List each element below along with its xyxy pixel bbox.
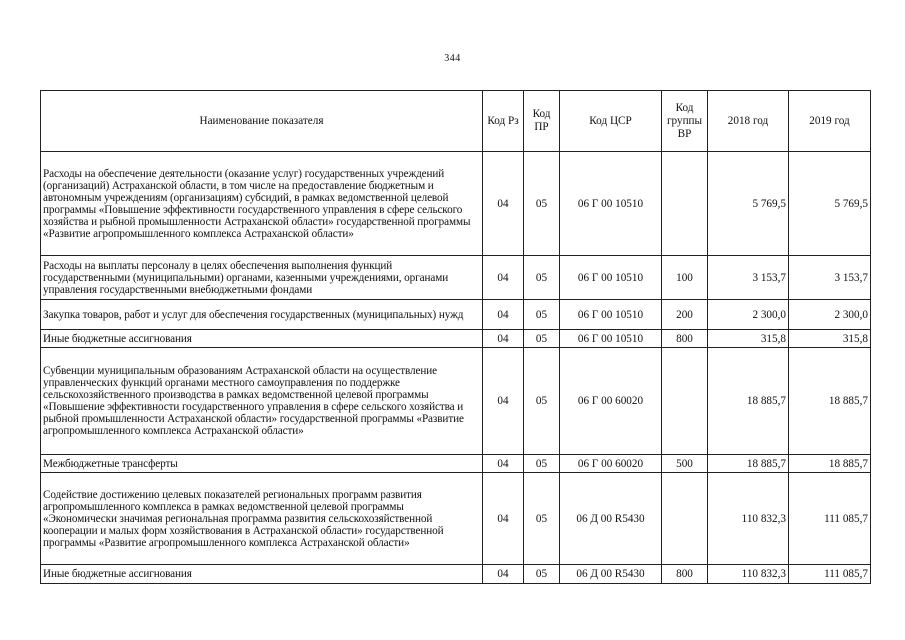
row-2019: 111 085,7 <box>789 473 871 565</box>
page-number: 344 <box>444 53 461 64</box>
row-pr: 05 <box>524 565 560 584</box>
row-2019: 18 885,7 <box>789 348 871 455</box>
row-vr: 800 <box>662 565 708 584</box>
row-rz: 04 <box>483 348 524 455</box>
row-csr: 06 Д 00 R5430 <box>560 565 662 584</box>
row-2018: 315,8 <box>708 330 789 348</box>
header-rz: Код Рз <box>483 91 524 152</box>
row-2018: 18 885,7 <box>708 455 789 473</box>
row-vr: 500 <box>662 455 708 473</box>
table-row <box>41 565 871 584</box>
header-name: Наименование показателя <box>41 91 483 152</box>
row-csr: 06 Г 00 10510 <box>560 152 662 256</box>
row-2018: 110 832,3 <box>708 473 789 565</box>
row-2018: 110 832,3 <box>708 565 789 584</box>
row-pr: 05 <box>524 473 560 565</box>
table-row <box>41 300 871 330</box>
row-2018: 3 153,7 <box>708 256 789 300</box>
row-vr: 200 <box>662 300 708 330</box>
row-name: Содействие достижению целевых показателей региональных программ развития агропромышленного комплекса в рамках ведомственной целевой программы «Экономически значимая региональная программа развития сельскохозяйственной кооперации и малых форм хозяйствования в Астраханской области» государственной программы «Развитие агропромышленного комплекса Астраханской области» <box>41 473 483 565</box>
row-2019: 18 885,7 <box>789 455 871 473</box>
row-2019: 315,8 <box>789 330 871 348</box>
row-2018: 2 300,0 <box>708 300 789 330</box>
row-name: Межбюджетные трансферты <box>41 455 483 473</box>
row-pr: 05 <box>524 455 560 473</box>
row-rz: 04 <box>483 330 524 348</box>
row-csr: 06 Г 00 60020 <box>560 348 662 455</box>
row-rz: 04 <box>483 565 524 584</box>
row-pr: 05 <box>524 348 560 455</box>
row-2019: 111 085,7 <box>789 565 871 584</box>
row-2018: 5 769,5 <box>708 152 789 256</box>
row-vr: 800 <box>662 330 708 348</box>
row-vr <box>662 473 708 565</box>
row-2019: 3 153,7 <box>789 256 871 300</box>
header-csr: Код ЦСР <box>560 91 662 152</box>
row-vr <box>662 348 708 455</box>
table-row <box>41 473 871 565</box>
row-vr <box>662 152 708 256</box>
table-row <box>41 256 871 300</box>
row-csr: 06 Г 00 10510 <box>560 330 662 348</box>
budget-table <box>40 90 871 584</box>
header-pr: Код ПР <box>524 91 560 152</box>
row-rz: 04 <box>483 455 524 473</box>
row-pr: 05 <box>524 330 560 348</box>
header-2019: 2019 год <box>789 91 871 152</box>
row-name: Иные бюджетные ассигнования <box>41 330 483 348</box>
row-name: Закупка товаров, работ и услуг для обеспечения государственных (муниципальных) нужд <box>41 300 483 330</box>
table-row <box>41 455 871 473</box>
row-csr: 06 Г 00 60020 <box>560 455 662 473</box>
row-name: Расходы на выплаты персоналу в целях обеспечения выполнения функций государственными (муниципальными) органами, казенными учреждениями, органами управления государственными внебюджетными фондами <box>41 256 483 300</box>
row-pr: 05 <box>524 256 560 300</box>
row-pr: 05 <box>524 300 560 330</box>
table-row <box>41 330 871 348</box>
row-vr: 100 <box>662 256 708 300</box>
table-row <box>41 152 871 256</box>
row-name: Иные бюджетные ассигнования <box>41 565 483 584</box>
table-header-row <box>41 91 871 152</box>
row-csr: 06 Г 00 10510 <box>560 300 662 330</box>
row-2019: 2 300,0 <box>789 300 871 330</box>
header-vr: Код группы ВР <box>662 91 708 152</box>
row-rz: 04 <box>483 300 524 330</box>
row-name: Расходы на обеспечение деятельности (оказание услуг) государственных учреждений (организаций) Астраханской области, в том числе на предоставление бюджетным и автономным учреждениям (организациям) субсидий, в рамках ведомственной целевой программы «Повышение эффективности государственного управления в сфере сельского хозяйства и рыбной промышленности Астраханской области» государственной программы «Развитие агропромышленного комплекса Астраханской области» <box>41 152 483 256</box>
table-row <box>41 348 871 455</box>
row-csr: 06 Д 00 R5430 <box>560 473 662 565</box>
row-pr: 05 <box>524 152 560 256</box>
row-name: Субвенции муниципальным образованиям Астраханской области на осуществление управленческих функций органами местного самоуправления по поддержке сельскохозяйственного производства в рамках ведомственной целевой программы «Повышение эффективности государственного управления в сфере сельского хозяйства и рыбной промышленности Астраханской области» государственной программы «Развитие агропромышленного комплекса Астраханской области» <box>41 348 483 455</box>
row-rz: 04 <box>483 256 524 300</box>
row-2019: 5 769,5 <box>789 152 871 256</box>
row-rz: 04 <box>483 473 524 565</box>
row-rz: 04 <box>483 152 524 256</box>
header-2018: 2018 год <box>708 91 789 152</box>
row-csr: 06 Г 00 10510 <box>560 256 662 300</box>
row-2018: 18 885,7 <box>708 348 789 455</box>
